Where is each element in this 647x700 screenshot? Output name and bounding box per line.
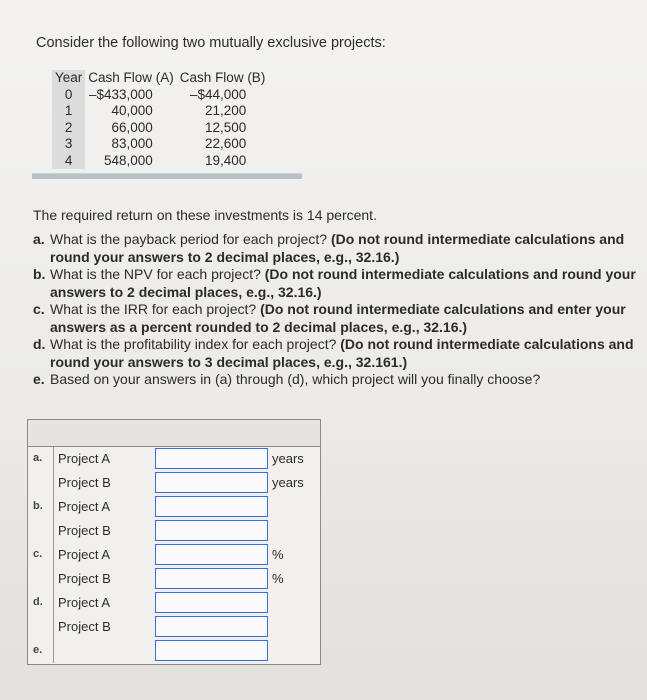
year-cell: 4 — [52, 153, 85, 170]
answer-row-d-project-a — [28, 591, 320, 615]
question-text: What is the profitability index for each project? — [50, 336, 341, 352]
question-instruction: (Do not round intermediate calculations and round your answers to 2 decimal places, e.g., 32.16.) — [50, 231, 625, 265]
payback-b-input[interactable] — [155, 472, 268, 493]
answer-project-label: Project A — [53, 543, 153, 567]
question-text: What is the payback period for each project? — [50, 231, 331, 247]
cash-flow-table — [52, 70, 268, 169]
answer-letter: e. — [33, 644, 43, 656]
pi-a-input[interactable] — [155, 592, 268, 613]
answer-row-b-project-a — [28, 495, 320, 519]
question-e — [33, 371, 638, 389]
cash-flow-b-cell: –$44,000 — [190, 86, 247, 102]
answer-unit: % — [272, 571, 284, 586]
question-letter: b. — [33, 266, 46, 282]
irr-a-input[interactable] — [155, 544, 268, 565]
cash-flow-a-cell: 83,000 — [111, 136, 153, 151]
answer-project-label: Project B — [53, 519, 153, 543]
answer-row-e — [28, 639, 320, 663]
question-text: Based on your answers in (a) through (d), which project will you finally choose? — [50, 371, 541, 387]
question-d — [33, 336, 638, 371]
answer-project-label: Project B — [53, 615, 153, 639]
cash-flow-row — [52, 103, 268, 120]
question-letter: d. — [33, 336, 46, 352]
question-letter: c. — [33, 301, 45, 317]
cash-flow-row — [52, 153, 268, 170]
cash-flow-row — [52, 120, 268, 137]
answer-unit: years — [272, 451, 304, 466]
question-list — [33, 231, 638, 389]
cash-flow-b-cell: 19,400 — [205, 152, 247, 168]
answer-row-d-project-b — [28, 615, 320, 639]
npv-b-input[interactable] — [155, 520, 268, 541]
intro-text: Consider the following two mutually exclusive projects: — [36, 35, 386, 51]
question-text: What is the IRR for each project? — [50, 301, 261, 317]
year-cell: 1 — [52, 103, 85, 120]
answer-project-label: Project A — [53, 591, 153, 615]
table-divider — [32, 173, 302, 179]
answer-letter: c. — [33, 548, 43, 560]
year-cell: 3 — [52, 136, 85, 153]
answer-project-label — [53, 639, 153, 663]
question-instruction: (Do not round intermediate calculations and round your answers to 2 decimal places, e.g., 32.16.) — [50, 266, 636, 300]
question-letter: a. — [33, 231, 45, 247]
question-instruction: (Do not round intermediate calculations and enter your answers as a percent rounded to 2 decimal places, e.g., 32.16.) — [50, 301, 626, 335]
cash-flow-a-cell: 548,000 — [103, 152, 153, 168]
answer-table — [27, 419, 321, 665]
question-letter: e. — [33, 371, 45, 387]
answer-letter: a. — [33, 452, 43, 464]
question-text: What is the NPV for each project? — [50, 266, 265, 282]
question-c — [33, 301, 638, 336]
header-year: Year — [52, 70, 85, 87]
required-return-text: The required return on these investments is 14 percent. — [33, 207, 377, 223]
header-cash-flow-a: Cash Flow (A) — [88, 70, 174, 85]
answer-project-label: Project B — [53, 471, 153, 495]
header-cash-flow-b: Cash Flow (B) — [179, 70, 266, 85]
npv-a-input[interactable] — [155, 496, 268, 517]
answer-unit: years — [272, 475, 304, 490]
cash-flow-row — [52, 87, 268, 104]
answer-letter: d. — [33, 596, 43, 608]
payback-a-input[interactable] — [155, 448, 268, 469]
answer-letter: b. — [33, 500, 43, 512]
final-choice-input[interactable] — [155, 640, 268, 661]
cash-flow-b-cell: 22,600 — [205, 136, 247, 151]
answer-project-label: Project B — [53, 567, 153, 591]
answer-row-a-project-a — [28, 447, 320, 471]
answer-table-header — [28, 420, 320, 447]
answer-unit: % — [272, 547, 284, 562]
answer-row-a-project-b — [28, 471, 320, 495]
answer-project-label: Project A — [53, 447, 153, 471]
irr-b-input[interactable] — [155, 568, 268, 589]
year-cell: 2 — [52, 120, 85, 137]
pi-b-input[interactable] — [155, 616, 268, 637]
cash-flow-header-row — [52, 70, 268, 87]
question-b — [33, 266, 638, 301]
cash-flow-a-cell: 40,000 — [111, 103, 153, 118]
cash-flow-a-cell: 66,000 — [111, 119, 153, 135]
cash-flow-b-cell: 12,500 — [205, 119, 247, 135]
answer-row-c-project-a — [28, 543, 320, 567]
answer-project-label: Project A — [53, 495, 153, 519]
answer-row-c-project-b — [28, 567, 320, 591]
cash-flow-row — [52, 136, 268, 153]
answer-row-b-project-b — [28, 519, 320, 543]
cash-flow-a-cell: –$433,000 — [88, 86, 153, 102]
question-instruction: (Do not round intermediate calculations and round your answers to 3 decimal places, e.g., 32.161.) — [50, 336, 634, 370]
question-a — [33, 231, 638, 266]
year-cell: 0 — [52, 87, 85, 104]
cash-flow-b-cell: 21,200 — [205, 103, 247, 118]
